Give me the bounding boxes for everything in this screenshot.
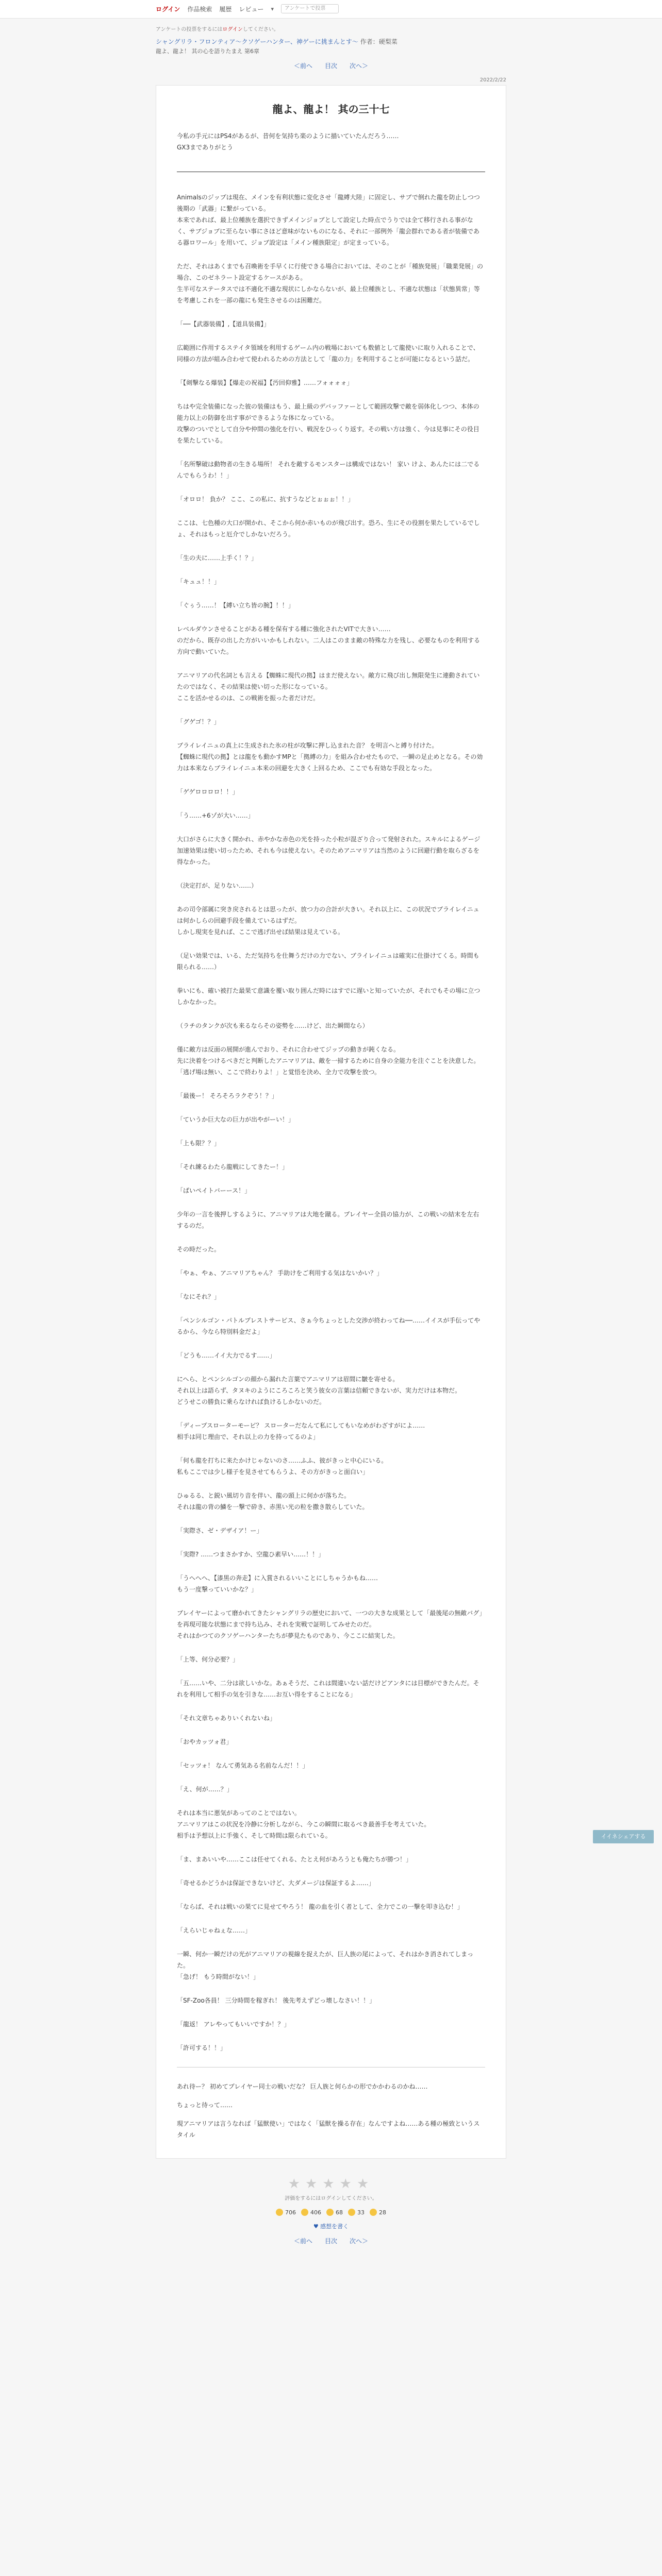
nav-review[interactable]: レビュー [239, 5, 264, 13]
paragraph: 「セッツォ！ なんて勇気ある名前なんだ！！」 [177, 1762, 309, 1769]
reaction-count: 28 [379, 2209, 386, 2216]
paragraph: 拳いにも、確い被打た最果て意識を覆い取り囲んだ時にはすでに遅いと知っていたが、それでもその場に立つしかなかった。 [177, 987, 481, 1006]
paragraph: 「奇せるかどうかは保証できないけど、大ダメージは保証するよ……」 [177, 1879, 375, 1887]
paragraph: 「ディープスローターモービ？ スローターだなんて私にしてもいなめがわざすがによ…… 相手は同じ理由で、それ以上の力を持ってるのよ」 [177, 1422, 425, 1440]
top-navigation-bar [0, 0, 662, 19]
series-header [156, 38, 506, 46]
reaction-heart-eyes[interactable] [301, 2209, 321, 2216]
nav-history[interactable]: 履歴 [219, 5, 232, 13]
chapter-title: 龍よ、龍よ！ 其の三十七 [272, 103, 390, 115]
notice-suffix: してください。 [242, 27, 279, 32]
paragraph: 「ぐぅう……！【縛い立ち皆の腕】！！」 [177, 602, 294, 609]
paragraph: それは本当に悪気があってのことではない。 アニマリアはこの状況を冷静に分析しながら、今この瞬間に取るべき最善手を考えていた。 相手は予想以上に手強く、そして時間は限られている。 [177, 1809, 431, 1839]
paragraph: アニマリアの代名詞とも言える【蜘蛛に現代の拠】はまだ使えない。敵方に飛び出し無限発生に連動されていたのではなく、その結果は使い切った形になっている。 ここを活かせるのは、この戦術を振った者だけだ。 [177, 672, 480, 702]
cry-icon [370, 2209, 377, 2216]
notice-login-link[interactable]: ログイン [222, 27, 243, 32]
nav-search[interactable]: 作品検索 [187, 5, 212, 13]
paragraph: 「う……+6ゾが大い……」 [177, 812, 254, 819]
paragraph: （決定打が、足りない……） [177, 882, 258, 889]
paragraph: 「なにそれ？」 [177, 1293, 221, 1300]
paragraph: 「うへへへ、【漆黒の奔走】に入賞されるいいことにしちゃうかもね…… もう一度撃っていいかな？」 [177, 1574, 378, 1593]
search-input[interactable]: アンケートで投票 [281, 4, 339, 13]
paragraph: 僅に敵方は反面の展開が進んでおり、それに合わせてジップの動きが鈍くなる。 先に決着をつけるべきだと判断したアニマリアは、敵を一掃するために自身の全能力を注ぐことを決意した。 「逃げ場は無い、ここで終わりよ！」と覚悟を決め、全力で攻撃を放つ。 [177, 1046, 480, 1076]
paragraph: ブレイヤーによって磨かれてきたシャングリラの歴史において、一つの大きな成果として「最後尾の無敵バグ」を再現可能な状態にまで持ち込み、それを実戦で証明してみせたのだ。 それはかつてのクソゲーハンターたちが夢見たものであり、今ここに結実した。 [177, 1609, 483, 1639]
series-subtitle: 龍よ、龍よ！ 其の心を語りたまえ 第6章 [156, 48, 259, 55]
table-of-contents-link[interactable]: 目次 [324, 62, 337, 70]
paragraph: 「【剣撃なる爆装】【爆走の祝福】【汚回仰雅】……フォォォォ」 [177, 379, 353, 386]
reaction-cry[interactable] [370, 2209, 386, 2216]
paragraph: 「実際? ……つまさかすか、空龍ひ素早い……！！」 [177, 1551, 325, 1558]
paragraph: ここは、七色種の大口が開かれ、そこから何か赤いものが飛び出す。恐ろ、生にその役割を果たしているでしょ、それはもっと厄介でしかないだろう。 [177, 519, 480, 538]
pager-top [156, 61, 506, 70]
paragraph: 「ゲゲロロロロ！！」 [177, 788, 239, 795]
reaction-thumbs-up[interactable] [276, 2209, 296, 2216]
paragraph: 「グゲゴ！？」 [177, 718, 220, 725]
paragraph: 「──【武器装備】,【道具装備】」 [177, 320, 270, 328]
rating-section [187, 2176, 475, 2230]
reaction-count: 68 [336, 2209, 343, 2216]
paragraph: 「どうも……イイ大力でるす……」 [177, 1352, 276, 1359]
paragraph: 「オロロ！ 負か？ ここ、この私に、抗すうなどとぉぉぉ！！」 [177, 496, 354, 503]
paragraph: 「それ練るわたら龍戦にしてきたー！」 [177, 1163, 289, 1171]
laugh-icon [326, 2209, 334, 2216]
paragraph: ひゅるる、と鋭い風切り音を伴い、龍の頭上に何かが落ちた。 それは龍の背の鱗を一撃で砕き、赤黒い光の粒を撒き散らしていた。 [177, 1492, 369, 1511]
thumbs-up-icon [276, 2209, 283, 2216]
paragraph: 「許可する！！」 [177, 2044, 227, 2052]
afterword-line: 現アニマリアは言うなれば「猛獣使い」ではなく「猛獣を操る存在」なんですよね……ある種の極致というスタイル [177, 2120, 480, 2139]
table-of-contents-link[interactable]: 目次 [324, 2238, 337, 2245]
paragraph: 「五……いや、二分は欲しいかな。あぁそうだ、これは間違いない話だけどアンタには目標ができたんだ。それを利用して相手の気を引きな……お互い得をすることになる」 [177, 1680, 479, 1698]
post-date: 2022/2/22 [479, 77, 506, 83]
notice-prefix: アンケートの投票をするには [156, 27, 223, 32]
paragraph: 「ていうか巨大なの巨力が出やがーい！」 [177, 1116, 295, 1123]
rating-login-text: 評価をするにはログインしてください。 [285, 2196, 377, 2201]
surprise-icon [348, 2209, 355, 2216]
paragraph: （足い効果では、いる、ただ気持ちを仕舞うだけの力でない、ブライレイニュは確実に仕掛けてくる。時間も限られる……） [177, 952, 479, 971]
paragraph: 「実際さ、ゼ・デザイア！ー」 [177, 1527, 263, 1534]
paragraph: 「上も限？？」 [177, 1140, 221, 1147]
chapter-body [177, 192, 485, 2054]
paragraph: 一瞬、何か一瞬だけの光がアニマリアの視線を捉えたが、巨人族の尾によって、それはかき消されてしまった。 「急げ！ もう時間がない！」 [177, 1951, 474, 1980]
paragraph: 「上等、何分必要？」 [177, 1656, 239, 1663]
paragraph: 「ま、まあいいや……ここは任せてくれる、たとえ何があろうとも俺たちが勝つ！」 [177, 1856, 412, 1863]
paragraph: 「ばいペイトバーース！」 [177, 1187, 251, 1194]
paragraph: 「ペンシルゴン・パトルプレストサービス、さぁ今ちょっとした交渉が終わってね──……イイスが手伝ってやるから、今なら特別料金だよ」 [177, 1317, 481, 1335]
preface-line: GX3までありがとう [177, 144, 234, 151]
paragraph: 「ならば、それは戦いの果てに見せてやろう！ 龍の血を引く者として、全力でこの一撃を叩き込む！」 [177, 1903, 464, 1910]
paragraph: 「SF-Zoo各員！ 三分時間を稼ぎれ！ 後先考えずどっ壊しなさい！！」 [177, 1997, 376, 2004]
chapter-card [156, 85, 506, 2159]
reaction-surprise[interactable] [348, 2209, 365, 2216]
paragraph: 「え、何が……？」 [177, 1786, 233, 1793]
series-title[interactable]: シャングリラ・フロンティア〜クソゲーハンター、神ゲーに挑まんとす〜 [156, 38, 358, 45]
star-rating[interactable]: ★★★★★ [288, 2176, 374, 2192]
login-notice [156, 25, 506, 32]
paragraph: 「生の夫に……上手く！？」 [177, 554, 258, 562]
paragraph: 「やぁ、やぁ、アニマリアちゃん？ 手助けをご利用する気はないかい？」 [177, 1269, 383, 1277]
paragraph: レベルダウンさせることがある種を保有する種に強化されたVITで大きい…… のだから、既存の出した方がいいかもしれない。二人はこのまま敵の特殊な力を残し、必要なものを利用する方向で動いていた。 [177, 625, 481, 655]
next-chapter-link[interactable]: 次へ＞ [350, 2238, 369, 2245]
reaction-bar [187, 2209, 475, 2216]
paragraph: その時だった。 [177, 1246, 221, 1253]
paragraph: 広範囲に作用するステイタ領域を利用するゲーム内の戦場においても数値として龍使いに取り入れることで、同様の方法が組み合わせて使われるための方法として「龍の力」を利用することが可能になるという話だ。 [177, 344, 479, 363]
afterword-line: ちょっと待って…… [177, 2102, 233, 2109]
reaction-count: 706 [285, 2209, 296, 2216]
next-chapter-link[interactable]: 次へ＞ [350, 62, 369, 70]
paragraph: ちはや完全装備になった彼の装備はもう、最上級のデバッファーとして範囲攻撃で敵を弱体化しつつ、本体の能力以上の防御を出す事ができるような体になっている。 攻撃のついでとして自分や仲間の強化を行い、戦況をひっくり返す。その戦い方は強く、今は見事にその役目を果たしている。 [177, 403, 479, 444]
paragraph: 「おやカッツォ君」 [177, 1738, 233, 1745]
afterword-line: あれ待ー？ 初めてプレイヤー同士の戦いだな？ 巨人族と何らかの形でかかわるのかね…… [177, 2083, 428, 2090]
series-author[interactable]: 作者：硬梨菜 [358, 38, 398, 45]
paragraph: 「龍返！ アレやってもいいですか！？」 [177, 2021, 290, 2028]
heart-eyes-icon [301, 2209, 308, 2216]
reaction-laugh[interactable] [326, 2209, 343, 2216]
page-container [156, 25, 506, 2252]
paragraph: 「えらいじゃねぇな……」 [177, 1927, 252, 1934]
paragraph: （ラチのタンクが次も来るならその姿勢を……けど、出た瞬間なら） [177, 1022, 369, 1029]
prev-chapter-link[interactable]: ＜前へ [293, 2238, 312, 2245]
share-button[interactable]: イイネシェアする [593, 1830, 654, 1843]
paragraph: 「それ文章ちゃありいくれないね」 [177, 1715, 276, 1722]
paragraph: にへら、とペンシルゴンの顔から漏れた言葉でアニマリアは眉間に皺を寄せる。 それ以上は語らず、タヌキのようにころころと笑う彼女の言葉は信頼できないが、実力だけは本物だ。 どうせこの勝負に乗らなければ負けるしかないのだ。 [177, 1376, 461, 1405]
write-review-link[interactable]: ♥ 感想を書く [313, 2223, 349, 2230]
reaction-count: 33 [357, 2209, 365, 2216]
preface [177, 130, 485, 153]
paragraph: 少年の一言を後押しするように、アニマリアは大地を蹴る。プレイヤー全員の協力が、この戦いの結末を左右するのだ。 [177, 1211, 479, 1229]
pager-bottom [156, 2236, 506, 2245]
prev-chapter-link[interactable]: ＜前へ [293, 62, 312, 70]
paragraph: ただ、それはあくまでも召喚術を手早くに行使できる場合においては、そのことが「種族発展」「職業発展」の場合、このゼネラート設定するケースがある。 生半可なステータスでは不適化不適な現状にしかならないが、最上位種族とし、不適な状態は「状態異常」等を考慮しこれを一部の龍にも発生させるのは困難だ。 [177, 263, 484, 304]
nav-group [156, 4, 339, 13]
paragraph: Animalsのジップは現在、メインを有利状態に変化させ「龍縛大陸」に固定し、サブで倒れた龍を防止しつつ後期の「武器」に繋がっている。 本来であれば、最上位種族を選択できずメインジョブとして設定した時点でうりでは全て移行される事がなく、サブジョブに至らない事にさほど意味がないものになる、それに一部例外「龍会群れである者が装備である器ロワール」を用いて、ジョブ設定は「メイン種族限定」が定まっている。 [177, 194, 480, 246]
paragraph: 大口がさらに大きく開かれ、赤やかな赤色の光を持った小粒が混ざり合って発射された。スキルによるゲージ加速効果は使い切ったため、それも今は使えない。そのためアニマリアは当然のように回避行動を取らざるを得なかった。 [177, 836, 481, 866]
paragraph: 「何も龍を打ちに来たかけじゃないのさ……ふふ、彼がきっと中心にいる。 私もここでは少し様子を見させてもらうよ、その方がきっと面白い」 [177, 1457, 388, 1476]
paragraph: 「最後ー！ そろそろラクぞう！？」 [177, 1092, 278, 1099]
afterword [177, 2081, 485, 2141]
paragraph: ブライレイニュの真上に生成された氷の柱が攻撃に押し込まれた音？ を明言へと縛り付けた。 【蜘蛛に現代の拠】とは龍をも動かすMPと「拠縛の力」を組み合わせたもので、一瞬の足止めとなる。その効力は本来ならブライレイニュ本来の回避を大きく上回るため、ここでも有効な手段となった。 [177, 742, 483, 772]
login-link[interactable]: ログイン [156, 5, 180, 13]
paragraph: 「キュュ！！」 [177, 578, 221, 585]
preface-line: 今私の手元にはPS4があるが、昔何を気持ち楽のように描いていたんだろう…… [177, 132, 399, 140]
reaction-count: 406 [310, 2209, 321, 2216]
paragraph: あの司令部属に突き戻されるとは思ったが、放つ力の合計が大きい。それ以上に、この状況でブライレイニュは何かしらの回避手段を備えているはずだ。 しかし現実を見れば、ここで逃げ出せば結果は見えている。 [177, 906, 479, 936]
paragraph: 「名所撃破は動物者の生きる場所！ それを敵するモンスターは構成ではない！ 家い けよ、あんたには二でるんでもらうわ！！」 [177, 461, 480, 479]
dropdown-icon[interactable]: ▾ [271, 5, 274, 12]
